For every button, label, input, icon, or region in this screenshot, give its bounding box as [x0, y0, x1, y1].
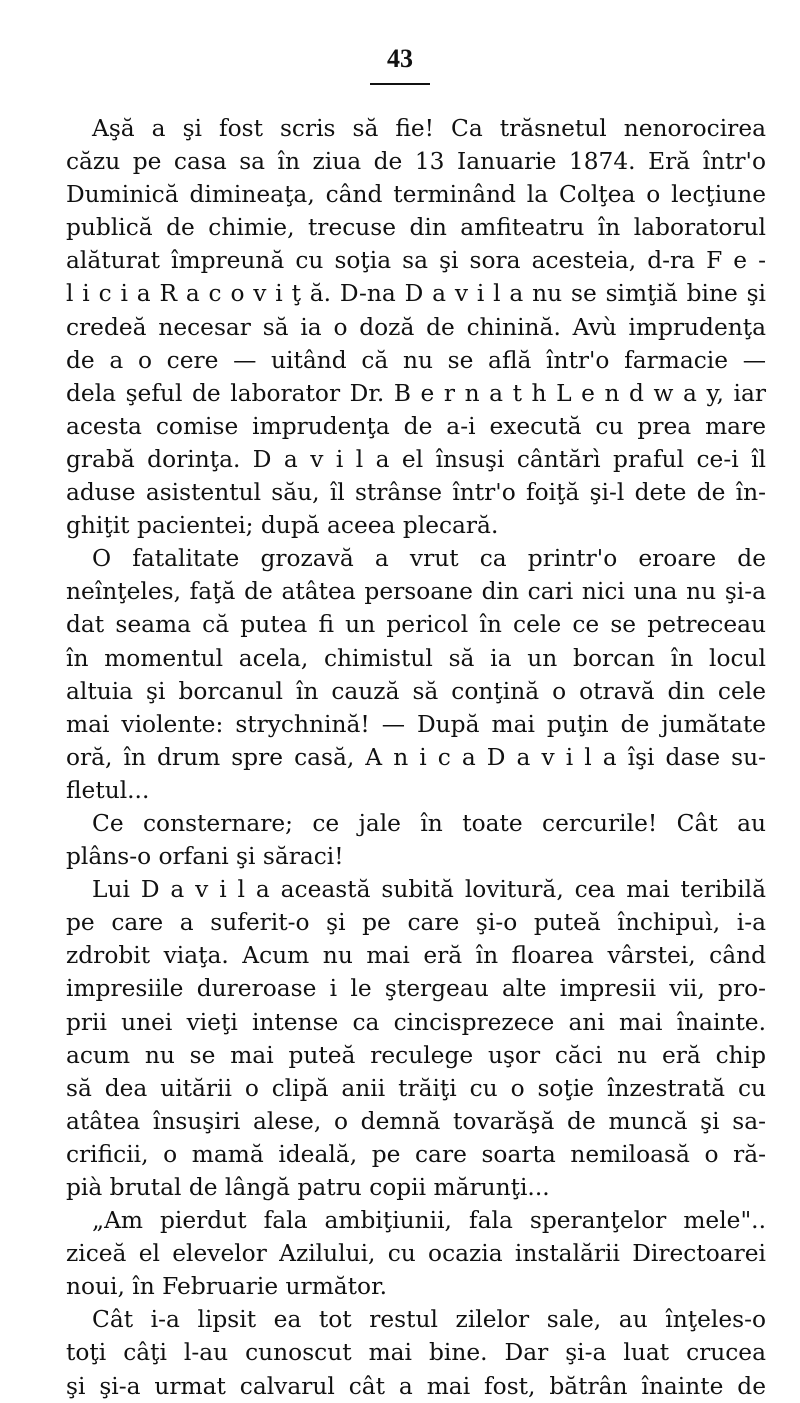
text-line: Cât i-a lipsit ea tot restul zilelor sale, au înţeles-o — [92, 1306, 766, 1334]
text-line: atâtea însuşiri alese, o demnă tovarăşă de muncă şi sa- — [66, 1107, 766, 1135]
text-line: să dea uitării o clipă anii trăiţi cu o soţie înzestrată cu — [66, 1074, 766, 1102]
text-line: mai violente: strychnină! — După mai puţin de jumătate — [66, 710, 766, 738]
text-line: noui, în Februarie următor. — [66, 1273, 388, 1301]
text-line: ghiţit pacientei; după aceea plecară. — [66, 512, 499, 540]
body-text — [66, 112, 766, 1403]
text-line: prii unei vieţi intense ca cincisprezece ani mai înainte. — [66, 1008, 766, 1036]
text-line: credeă necesar să ia o doză de chinină. Avù imprudenţa — [66, 313, 766, 341]
text-line: acesta comise imprudenţa de a-i execută cu prea mare — [66, 412, 766, 440]
text-line: l i c i a R a c o v i ţ ă. D-na D a v i l a nu se simţiă bine şi — [66, 280, 766, 308]
text-line: oră, în drum spre casă, A n i c a D a v i l a îşi dase su- — [66, 743, 766, 771]
text-line: pià brutal de lângă patru copii mărunţi... — [66, 1174, 550, 1201]
text-line: publică de chimie, trecuse din amfiteatru în laboratorul — [66, 214, 766, 242]
text-line: plâns-o orfani şi săraci! — [66, 843, 344, 871]
text-line: Duminică dimineaţa, când terminând la Colţea o lecţiune — [66, 181, 766, 209]
text-line: zdrobit viaţa. Acum nu mai eră în floarea vârstei, când — [66, 942, 766, 970]
text-line: grabă dorinţa. D a v i l a el însuşi cântărì praful ce-i îl — [66, 445, 766, 473]
page-number-underline — [370, 83, 430, 85]
text-line: Ce consternare; ce jale în toate cercurile! Cât au — [92, 809, 766, 837]
text-line: aduse asistentul său, îl strânse într'o foiţă şi-l dete de în- — [66, 479, 766, 507]
text-line: de a o cere — uitând că nu se află într'o farmacie — — [66, 346, 766, 374]
text-line: alăturat împreună cu soţia sa şi sora acesteia, d-ra F e - — [66, 247, 766, 275]
text-line: neînţeles, faţă de atâtea persoane din cari nici una nu şi-a — [66, 578, 766, 606]
text-line: dela şeful de laborator Dr. B e r n a t h L e n d w a y, iar — [66, 379, 766, 407]
text-line: toţi câţi l-au cunoscut mai bine. Dar şi-a luat crucea — [66, 1339, 766, 1367]
text-line: crificii, o mamă ideală, pe care soarta nemiloasă o ră- — [66, 1140, 766, 1168]
text-line: dat seama că putea fi un pericol în cele ce se petreceau — [66, 611, 766, 639]
text-line: O fatalitate grozavă a vrut ca printr'o eroare de — [92, 545, 766, 573]
text-line: căzu pe casa sa în ziua de 13 Ianuarie 1874. Eră într'o — [66, 148, 766, 176]
text-line: şi şi-a urmat calvarul cât a mai fost, bătrân înainte de — [66, 1372, 766, 1400]
text-line: Lui D a v i l a această subită lovitură, cea mai teribilă — [92, 876, 766, 904]
page-number: 43 — [387, 44, 413, 73]
text-line: altuia şi borcanul în cauză să conţină o otravă din cele — [66, 677, 766, 705]
text-line: pe care a suferit-o şi pe care şi-o puteă închipuì, i-a — [66, 909, 766, 937]
text-line: impresiile dureroase i le ştergeau alte impresii vii, pro- — [66, 975, 766, 1003]
text-line: ziceă el elevelor Azilului, cu ocazia instalării Directoarei — [66, 1240, 766, 1268]
text-line: acum nu se mai puteă reculege uşor căci nu eră chip — [66, 1041, 766, 1069]
text-line: „Am pierdut fala ambiţiunii, fala speranţelor mele".. — [92, 1207, 766, 1235]
text-line: în momentul acela, chimistul să ia un borcan în locul — [66, 644, 766, 672]
text-line: Aşă a şi fost scris să fie! Ca trăsnetul nenorocirea — [92, 115, 766, 142]
text-line: fletul... — [66, 776, 150, 804]
